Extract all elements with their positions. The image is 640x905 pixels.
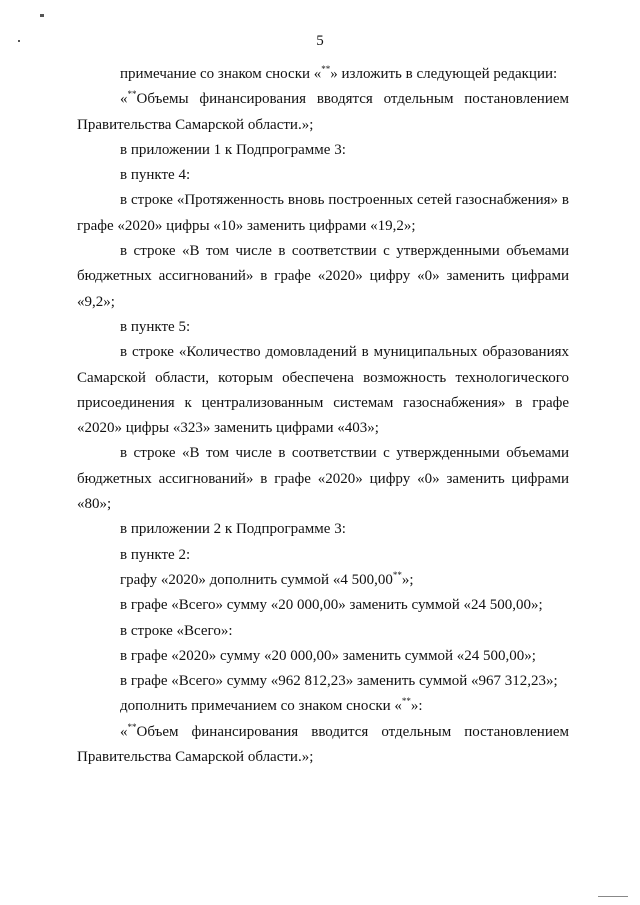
paragraph: в строке «В том числе в соответствии с утвержденными объемами бюджетных ассигнований» в графе «2020» цифру «0» заменить цифрами «9,2»; — [77, 243, 569, 310]
footnote-mark: ** — [321, 64, 331, 74]
paragraph: примечание со знаком сноски «**» изложить в следующей редакции: — [120, 64, 558, 82]
paragraph: в строке «Протяженность вновь построенных сетей газоснабжения» в графе «2020» цифры «10» заменить цифрами «19,2»; — [77, 192, 569, 234]
paragraph: «**Объем финансирования вводится отдельным постановлением Правительства Самарской области.»; — [77, 721, 569, 766]
document-body — [77, 62, 569, 770]
paragraph: в графе «Всего» сумму «20 000,00» заменить суммой «24 500,00»; — [120, 597, 543, 614]
paragraph: графу «2020» дополнить суммой «4 500,00**»; — [120, 569, 414, 588]
scan-speck — [40, 14, 44, 17]
paragraph: в строке «Всего»: — [120, 622, 233, 639]
paragraph: в пункте 4: — [120, 167, 191, 184]
paragraph: в графе «Всего» сумму «962 812,23» заменить суммой «967 312,23»; — [120, 673, 558, 690]
paragraph: в пункте 2: — [120, 546, 191, 563]
paragraph: в пункте 5: — [120, 318, 191, 335]
paragraph: дополнить примечанием со знаком сноски «**»: — [120, 696, 423, 715]
footnote-mark: ** — [127, 721, 137, 732]
footnote-mark: ** — [392, 569, 402, 580]
paragraph: в графе «2020» сумму «20 000,00» заменить суммой «24 500,00»; — [120, 647, 536, 664]
paragraph: в строке «В том числе в соответствии с утвержденными объемами бюджетных ассигнований» в графе «2020» цифру «0» заменить цифрами «80»; — [77, 445, 569, 513]
footnote-mark: ** — [127, 89, 137, 100]
paragraph: в приложении 1 к Подпрограмме 3: — [120, 141, 346, 158]
scan-edge-line — [598, 896, 628, 897]
page-number: 5 — [316, 33, 324, 49]
paragraph: в строке «Количество домовладений в муниципальных образованиях Самарской области, которым обеспечена возможность технологического присоединения к централизованным системам газоснабжения» в графе «2020» цифры «323» заменить цифрами «403»; — [77, 344, 569, 437]
footnote-mark: ** — [401, 696, 411, 707]
paragraph: в приложении 2 к Подпрограмме 3: — [120, 521, 346, 538]
paragraph: «**Объемы финансирования вводятся отдельным постановлением Правительства Самарской области.»; — [77, 89, 569, 133]
